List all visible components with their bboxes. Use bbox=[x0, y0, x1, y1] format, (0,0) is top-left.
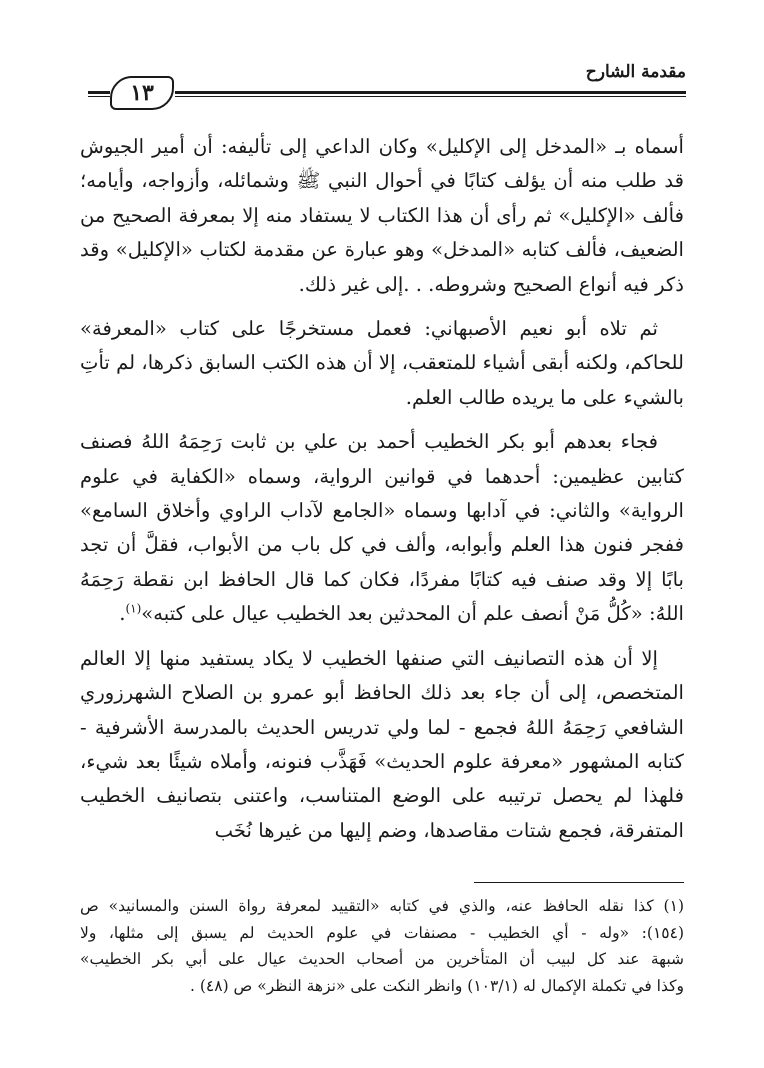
paragraph-end-mark: . bbox=[119, 602, 126, 626]
paragraph: ثم تلاه أبو نعيم الأصبهاني: فعمل مستخرجًا على كتاب «المعرفة» للحاكم، ولكنه أبقى أشياء للمتعقب، إلا أن هذه الكتب السابق ذكرها، لم تأتِ بالشيء على ما يريده طالب العلم. bbox=[80, 317, 684, 409]
footnote-line: (١) كذا نقله الحافظ عنه، والذي في كتابه «التقييد لمعرفة رواة السنن والمسانيد» ص bbox=[80, 897, 684, 915]
footnote-line: شبهة عند كل لبيب أن المتأخرين من أصحاب الحديث عيال على أبي بكر الخطيب» bbox=[80, 950, 684, 968]
header-rule-left bbox=[88, 91, 110, 97]
paragraph: أسماه بـ «المدخل إلى الإكليل» وكان الداعي إلى تأليفه: أن أمير الجيوش قد طلب منه أن يؤلف كتابًا في أحوال النبي ﷺ وشمائله، وأزواجه، وأيامه؛ فألف «الإكليل» ثم رأى أن هذا الكتاب لا يستفاد منه إلا بمعرفة الصحيح من الضعيف، فألف كتابه «المدخل» وهو عبارة عن مقدمة لكتاب «الإكليل» وقد ذكر فيه أنواع الصحيح وشروطه. . .إلى غير ذلك. bbox=[80, 135, 684, 296]
header-rule bbox=[175, 91, 686, 97]
footnote-line: وكذا في تكملة الإكمال له (١٠٣/١) وانظر النكت على «نزهة النظر» ص (٤٨) . bbox=[190, 976, 684, 995]
main-text bbox=[80, 130, 684, 858]
paragraph: إلا أن هذه التصانيف التي صنفها الخطيب لا يكاد يستفيد منها إلا العالم المتخصص، إلى أن جاء بعد ذلك الحافظ أبو عمرو بن الصلاح الشهرزوري الشافعي رَحِمَهُ اللهُ فجمع - لما ولي تدريس الحديث بالمدرسة الأشرفية - كتابه المشهور «معرفة علوم الحديث» فَهَذَّب فنونه، وأملاه شيئًا بعد شيء، فلهذا لم يحصل ترتيبه على الوضع المتناسب، واعتنى بتصانيف الخطيب المتفرقة، فجمع شتات مقاصدها، وضم إليها من غيرها نُخَب bbox=[80, 646, 684, 842]
footnote-reference[interactable]: (١) bbox=[125, 601, 142, 616]
page-number: ١٣ bbox=[110, 76, 174, 110]
running-title: مقدمة الشارح bbox=[585, 62, 686, 82]
footnote-separator bbox=[474, 882, 684, 883]
paragraph-with-footnote bbox=[80, 425, 684, 631]
footnotes bbox=[80, 893, 684, 999]
footnote bbox=[80, 893, 684, 999]
footnote-line: (١٥٤): «وله - أي الخطيب - مصنفات في علوم الحديث لم يسبق إلى مثلها، ولا bbox=[80, 923, 684, 942]
paragraph-text: فجاء بعدهم أبو بكر الخطيب أحمد بن علي بن ثابت رَحِمَهُ اللهُ فصنف كتابين عظيمين: أحدهما في قوانين الرواية، وسماه «الكفاية في علوم الرواية» والثاني: في آدابها وسماه «الجامع لآداب الراوي وأخلاق السامع» ففجر فنون هذا العلم وأبوابه، وألف في كل باب من الأبواب، فقلَّ أن تجد بابًا إلا وقد صنف فيه كتابًا مفردًا، فكان كما قال الحافظ ابن نقطة رَحِمَهُ اللهُ: «كُلُّ مَنْ أنصف علم أن المحدثين بعد الخطيب عيال على كتبه» bbox=[80, 430, 684, 626]
